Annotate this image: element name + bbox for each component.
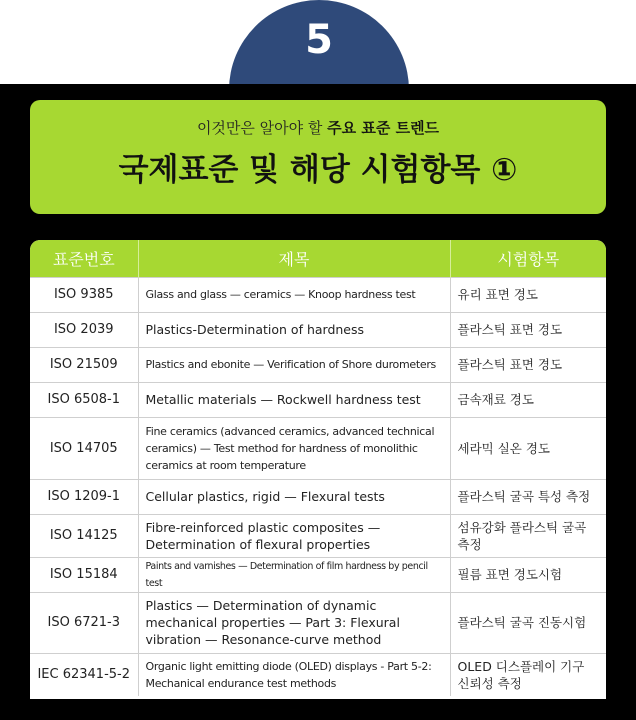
table-row bbox=[30, 653, 606, 696]
column-header-title: 제목 bbox=[138, 240, 450, 277]
column-header-standard: 표준번호 bbox=[30, 240, 138, 277]
standard-number: ISO 6721-3 bbox=[30, 592, 138, 653]
test-item: 금속재료 경도 bbox=[450, 382, 606, 417]
test-item: 세라믹 실온 경도 bbox=[450, 417, 606, 479]
column-header-test: 시험항목 bbox=[450, 240, 606, 277]
standard-title: Plastics — Determination of dynamic mechanical properties — Part 3: Flexural vibration — Resonance-curve method bbox=[138, 592, 450, 653]
standards-table bbox=[30, 240, 606, 696]
table-row bbox=[30, 382, 606, 417]
table-row bbox=[30, 277, 606, 312]
standards-table-container bbox=[30, 240, 606, 699]
standard-title: Cellular plastics, rigid — Flexural tests bbox=[138, 479, 450, 514]
standard-title: Plastics-Determination of hardness bbox=[138, 312, 450, 347]
standard-title: Glass and glass — ceramics — Knoop hardness test bbox=[138, 277, 450, 312]
test-item: OLED 디스플레이 기구 신뢰성 측정 bbox=[450, 653, 606, 696]
standard-number: ISO 21509 bbox=[30, 347, 138, 382]
table-row bbox=[30, 479, 606, 514]
table-row bbox=[30, 312, 606, 347]
table-row bbox=[30, 347, 606, 382]
table-row bbox=[30, 557, 606, 592]
standard-title: Fibre-reinforced plastic composites — Determination of flexural properties bbox=[138, 514, 450, 557]
standard-number: ISO 1209-1 bbox=[30, 479, 138, 514]
header-banner bbox=[30, 100, 606, 214]
standard-number: ISO 14125 bbox=[30, 514, 138, 557]
standard-number: ISO 9385 bbox=[30, 277, 138, 312]
table-row bbox=[30, 417, 606, 479]
subtitle bbox=[30, 118, 606, 138]
standard-number: ISO 6508-1 bbox=[30, 382, 138, 417]
standard-number: ISO 2039 bbox=[30, 312, 138, 347]
test-item: 플라스틱 표면 경도 bbox=[450, 312, 606, 347]
standard-title: Organic light emitting diode (OLED) displays - Part 5-2: Mechanical endurance test methods bbox=[138, 653, 450, 696]
test-item: 플라스틱 표면 경도 bbox=[450, 347, 606, 382]
standard-title: Fine ceramics (advanced ceramics, advanced technical ceramics) — Test method for hardness of monolithic ceramics at room temperature bbox=[138, 417, 450, 479]
subtitle-emphasis: 주요 표준 트렌드 bbox=[327, 119, 440, 137]
standard-number: ISO 14705 bbox=[30, 417, 138, 479]
standard-title: Plastics and ebonite — Verification of Shore durometers bbox=[138, 347, 450, 382]
standard-title: Paints and varnishes — Determination of film hardness by pencil test bbox=[138, 557, 450, 592]
table-row bbox=[30, 514, 606, 557]
test-item: 유리 표면 경도 bbox=[450, 277, 606, 312]
test-item: 필름 표면 경도시험 bbox=[450, 557, 606, 592]
section-number: 5 bbox=[305, 17, 333, 63]
standard-number: ISO 15184 bbox=[30, 557, 138, 592]
test-item: 섬유강화 플라스틱 굴곡 측정 bbox=[450, 514, 606, 557]
table-header-row bbox=[30, 240, 606, 277]
page-title: 국제표준 및 해당 시험항목 ① bbox=[118, 152, 518, 188]
standard-title: Metallic materials — Rockwell hardness test bbox=[138, 382, 450, 417]
test-item: 플라스틱 굴곡 특성 측정 bbox=[450, 479, 606, 514]
table-row bbox=[30, 592, 606, 653]
test-item: 플라스틱 굴곡 진동시험 bbox=[450, 592, 606, 653]
standard-number: IEC 62341-5-2 bbox=[30, 653, 138, 696]
subtitle-text: 이것만은 알아야 할 bbox=[196, 119, 328, 137]
